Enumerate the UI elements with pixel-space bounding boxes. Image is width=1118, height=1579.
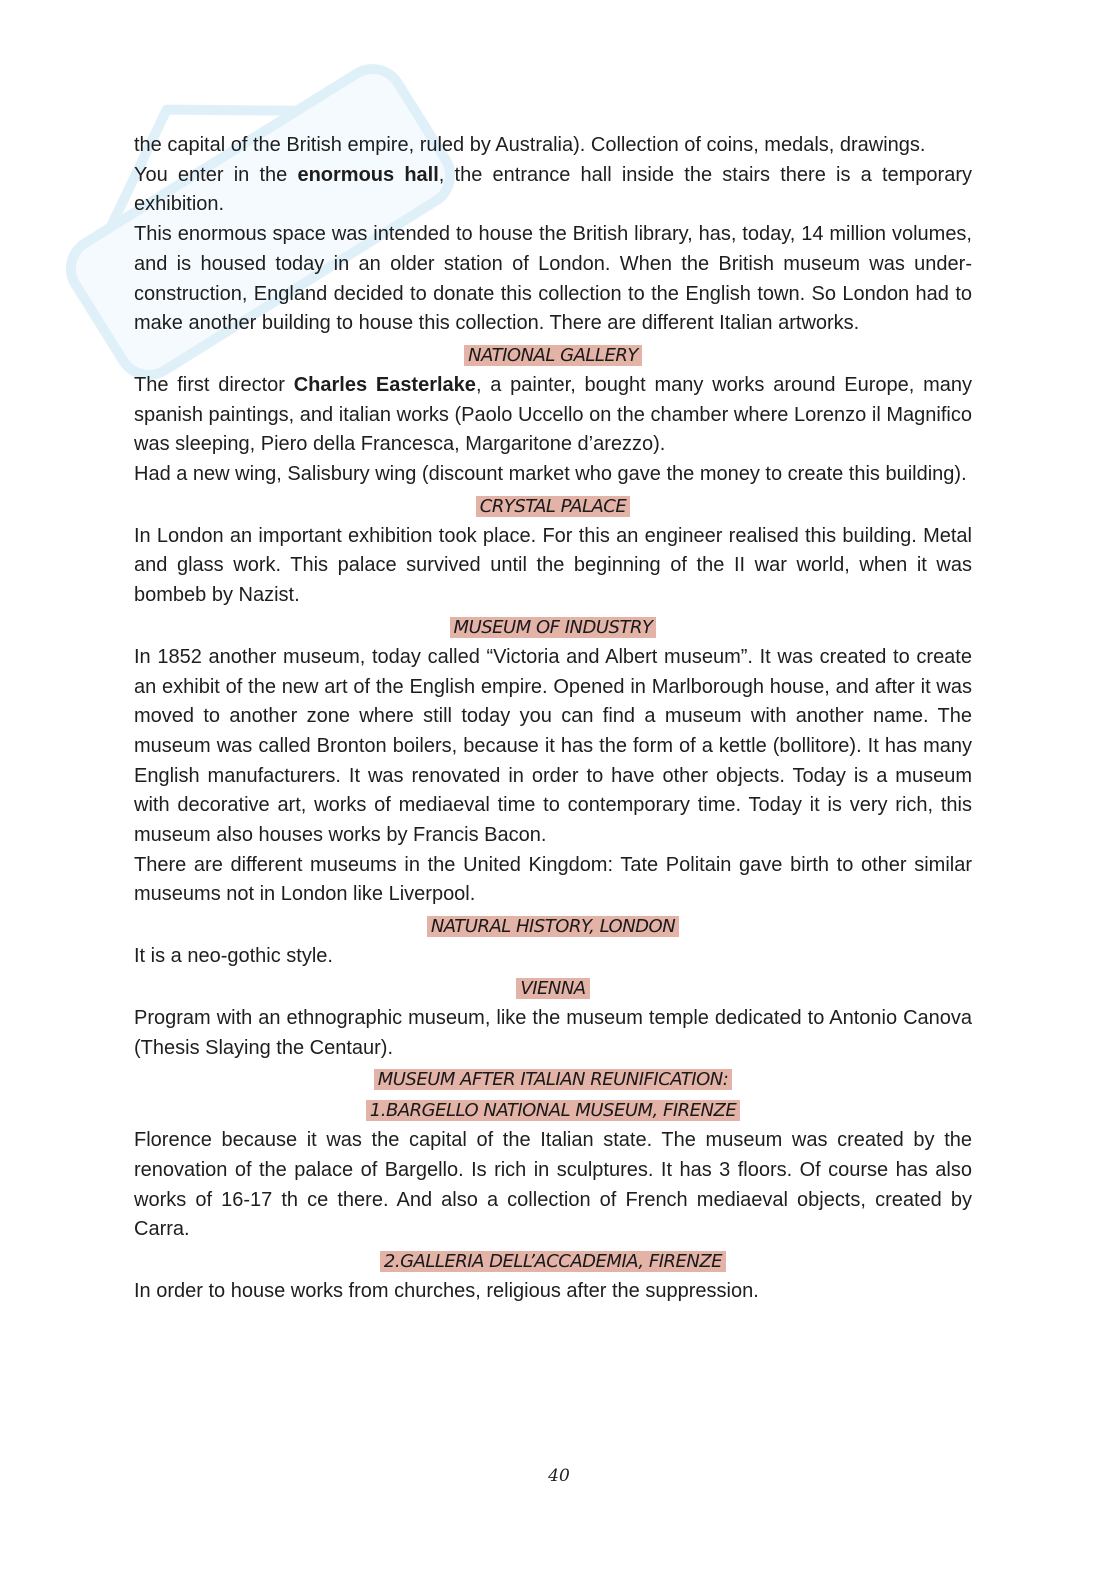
section-heading <box>134 1065 972 1094</box>
paragraph: the capital of the British empire, ruled by Australia). Collection of coins, medals, drawings. <box>134 134 926 156</box>
section-heading-label: NATIONAL GALLERY <box>464 345 642 366</box>
paragraph-text: The first director <box>134 373 294 396</box>
section-heading-label: MUSEUM AFTER ITALIAN REUNIFICATION: <box>374 1069 733 1090</box>
section-heading-label: 1.BARGELLO NATIONAL MUSEUM, FIRENZE <box>366 1100 740 1121</box>
section-heading-label: 2.GALLERIA DELL’ACCADEMIA, FIRENZE <box>380 1251 726 1272</box>
paragraph: In 1852 another museum, today called “Victoria and Albert museum”. It was created to create an exhibit of the new art of the English empire. Opened in Marlborough house, and after it was moved to another zone where still today you can find a museum with another name. The museum was called Bronton boilers, because it has the form of a kettle (bollitore). It has many English manufacturers. It was renovated in order to have other objects. Today is a museum with decorative art, works of mediaeval time to contemporary time. Today it is very rich, this museum also houses works by Francis Bacon. <box>134 645 972 847</box>
section-heading-label: NATURAL HISTORY, LONDON <box>427 916 679 937</box>
paragraph: Had a new wing, Salisbury wing (discount market who gave the money to create this building). <box>134 463 967 486</box>
section-heading <box>134 912 972 941</box>
section-heading <box>134 974 972 1003</box>
paragraph-text: , the entrance hall inside the stairs there is a temporary exhibition. <box>134 163 972 216</box>
section-heading <box>134 613 972 642</box>
section-heading <box>134 341 972 370</box>
paragraph: This enormous space was intended to house the British library, has, today, 14 million volumes, and is housed today in an older station of London. When the British museum was under-construction, England decided to donate this collection to the English town. So London had to make another building to house this collection. There are different Italian artworks. <box>134 223 972 335</box>
paragraph: There are different museums in the United Kingdom: Tate Politain gave birth to other similar museums not in London like Liverpool. <box>134 853 972 906</box>
section-heading <box>134 1247 972 1276</box>
section-heading <box>134 1096 972 1125</box>
page-content <box>134 131 972 1307</box>
page-number: 40 <box>548 1466 570 1486</box>
paragraph: It is a neo-gothic style. <box>134 945 333 968</box>
bold-term: enormous hall <box>297 163 439 186</box>
section-heading-label: CRYSTAL PALACE <box>476 496 630 517</box>
paragraph: In London an important exhibition took place. For this an engineer realised this building. Metal and glass work. This palace survived until the beginning of the II war world, when it was bombeb by Nazist. <box>134 524 972 607</box>
section-heading-label: VIENNA <box>516 978 589 999</box>
section-heading <box>134 492 972 521</box>
paragraph: Florence because it was the capital of the Italian state. The museum was created by the renovation of the palace of Bargello. Is rich in sculptures. It has 3 floors. Of course has also works of 16-17 th ce there. And also a collection of French mediaeval objects, created by Carra. <box>134 1129 972 1241</box>
bold-term: Charles Easterlake <box>293 373 476 396</box>
section-heading-label: MUSEUM OF INDUSTRY <box>450 617 657 638</box>
paragraph-text: You enter in the <box>134 163 298 186</box>
paragraph <box>134 161 972 220</box>
paragraph: In order to house works from churches, religious after the suppression. <box>134 1280 759 1303</box>
paragraph: Program with an ethnographic museum, like the museum temple dedicated to Antonio Canova (Thesis Slaying the Centaur). <box>134 1006 972 1059</box>
paragraph-text: , a painter, bought many works around Europe, many spanish paintings, and italian works (Paolo Uccello on the chamber where Lorenzo il Magnifico was sleeping, Piero della Francesca, Margaritone d’arezzo). <box>134 373 972 456</box>
paragraph <box>134 371 972 460</box>
